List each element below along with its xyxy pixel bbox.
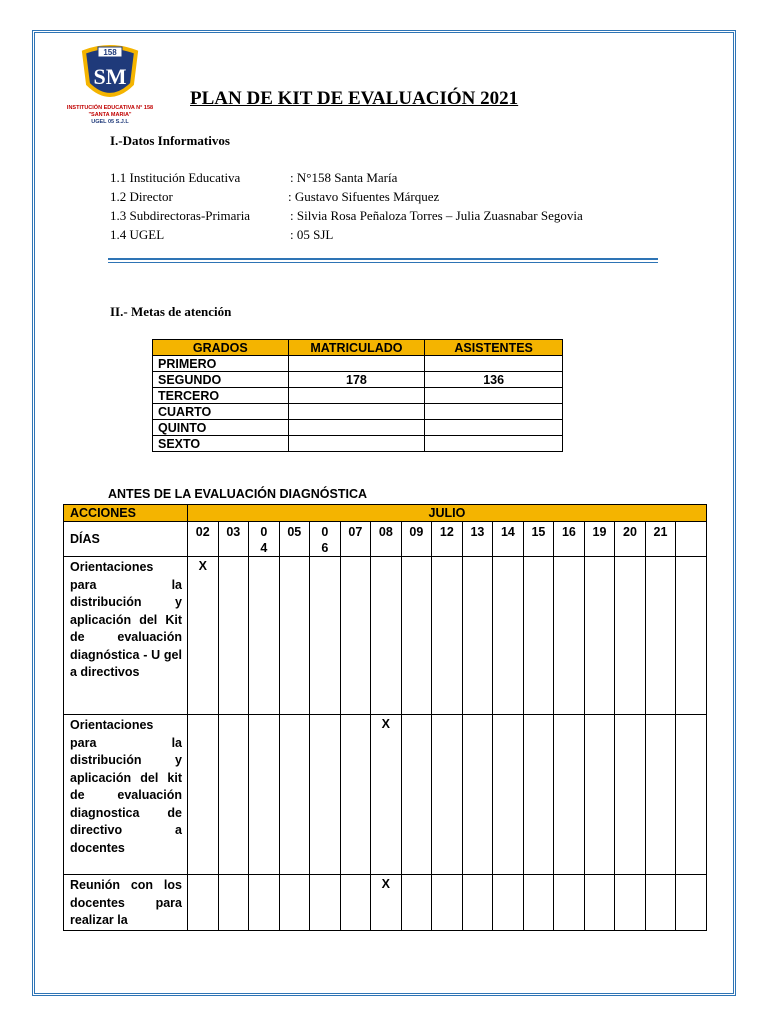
header-asistentes: ASISTENTES	[425, 340, 563, 356]
header-matriculado: MATRICULADO	[288, 340, 425, 356]
grado-cell: TERCERO	[153, 388, 289, 404]
table-header-row	[64, 505, 707, 522]
schedule-cell	[432, 715, 463, 875]
header-acciones: ACCIONES	[64, 505, 188, 522]
grado-cell: PRIMERO	[153, 356, 289, 372]
schedule-cell	[462, 875, 493, 931]
schedule-cell	[615, 715, 646, 875]
info-label: 1.3 Subdirectoras-Primaria	[110, 208, 251, 223]
schedule-cell	[188, 875, 219, 931]
schedule-cell	[584, 715, 615, 875]
day-cell	[676, 522, 707, 557]
schedule-cell	[493, 875, 524, 931]
day-cell: 0 6	[310, 522, 341, 557]
day-cell: 19	[584, 522, 615, 557]
header-month: JULIO	[188, 505, 707, 522]
schedule-cell	[554, 715, 585, 875]
logo-caption-line3: UGEL 05 S.J.L	[91, 119, 129, 125]
matriculado-cell	[288, 404, 425, 420]
schedule-cell	[645, 557, 676, 715]
day-cell: 05	[279, 522, 310, 557]
schedule-cell	[645, 715, 676, 875]
schedule-cell	[340, 557, 371, 715]
schedule-cell	[493, 557, 524, 715]
days-row	[64, 522, 707, 557]
info-value: : Gustavo Sifuentes Márquez	[288, 189, 440, 204]
schedule-cell	[615, 557, 646, 715]
svg-text:SM: SM	[93, 64, 127, 89]
logo-caption-line1: INSTITUCIÓN EDUCATIVA N° 158	[66, 105, 154, 111]
table-row	[153, 388, 563, 404]
schedule-cell	[462, 715, 493, 875]
schedule-cell	[340, 715, 371, 875]
section2-heading: II.- Metas de atención	[110, 304, 232, 319]
day-cell: 09	[401, 522, 432, 557]
table-row	[153, 436, 563, 452]
action-text: Orientaciones para la distribución y aplicación del Kit de evaluación diagnóstica - U gel a directivos	[64, 557, 188, 715]
action-row	[64, 875, 707, 931]
schedule-cell	[493, 715, 524, 875]
divider-line	[108, 262, 658, 263]
day-cell: 15	[523, 522, 554, 557]
schedule-cell	[218, 715, 249, 875]
asistentes-cell: 136	[425, 372, 563, 388]
schedule-cell	[554, 557, 585, 715]
day-cell: 14	[493, 522, 524, 557]
header-grados: GRADOS	[153, 340, 289, 356]
schedule-cell	[523, 557, 554, 715]
schedule-cell	[310, 557, 341, 715]
info-label: 1.4 UGEL	[110, 227, 165, 242]
schedule-cell	[523, 875, 554, 931]
schedule-cell	[676, 715, 707, 875]
logo-caption-line2: "SANTA MARIA"	[88, 112, 132, 118]
schedule-cell	[676, 875, 707, 931]
section3-heading: ANTES DE LA EVALUACIÓN DIAGNÓSTICA	[108, 487, 368, 501]
schedule-cell	[249, 715, 280, 875]
matriculado-cell: 178	[288, 372, 425, 388]
day-cell: 02	[188, 522, 219, 557]
info-label: 1.1 Institución Educativa	[110, 170, 241, 185]
schedule-cell	[523, 715, 554, 875]
day-cell: 08	[371, 522, 402, 557]
matriculado-cell	[288, 420, 425, 436]
action-row	[64, 557, 707, 715]
logo-caption	[60, 105, 160, 126]
info-value: : N°158 Santa María	[290, 170, 398, 185]
page-title: PLAN DE KIT DE EVALUACIÓN 2021	[190, 88, 519, 109]
schedule-cell: X	[188, 557, 219, 715]
matriculado-cell	[288, 388, 425, 404]
schedule-cell: X	[371, 875, 402, 931]
day-cell: 21	[645, 522, 676, 557]
schedule-cell	[401, 875, 432, 931]
school-crest-logo	[62, 44, 158, 106]
schedule-table	[63, 504, 707, 931]
asistentes-cell	[425, 404, 563, 420]
schedule-cell	[401, 557, 432, 715]
action-text: Orientaciones para la distribución y aplicación del kit de evaluación diagnostica de directivo a docentes	[64, 715, 188, 875]
schedule-cell	[279, 875, 310, 931]
table-row	[153, 356, 563, 372]
schedule-cell	[279, 715, 310, 875]
schedule-cell	[432, 557, 463, 715]
schedule-cell	[554, 875, 585, 931]
matriculado-cell	[288, 436, 425, 452]
info-label: 1.2 Director	[110, 189, 173, 204]
schedule-cell	[249, 557, 280, 715]
schedule-cell	[218, 557, 249, 715]
grado-cell: CUARTO	[153, 404, 289, 420]
schedule-cell	[188, 715, 219, 875]
schedule-cell	[371, 557, 402, 715]
day-cell: 07	[340, 522, 371, 557]
grado-cell: SEXTO	[153, 436, 289, 452]
info-value: : Silvia Rosa Peñaloza Torres – Julia Zuasnabar Segovia	[290, 208, 583, 223]
schedule-cell	[615, 875, 646, 931]
asistentes-cell	[425, 388, 563, 404]
divider-line	[108, 258, 658, 260]
section1-heading: I.-Datos Informativos	[110, 133, 230, 148]
metas-table	[152, 339, 563, 452]
schedule-cell	[249, 875, 280, 931]
table-row	[153, 420, 563, 436]
dias-label: DÍAS	[64, 522, 188, 557]
matriculado-cell	[288, 356, 425, 372]
schedule-cell	[310, 715, 341, 875]
schedule-cell	[310, 875, 341, 931]
schedule-cell	[676, 557, 707, 715]
schedule-cell	[645, 875, 676, 931]
action-row	[64, 715, 707, 875]
asistentes-cell	[425, 420, 563, 436]
table-row	[153, 404, 563, 420]
action-text: Reunión con los docentes para realizar la	[64, 875, 188, 931]
table-header-row	[153, 340, 563, 356]
schedule-cell	[432, 875, 463, 931]
day-cell: 20	[615, 522, 646, 557]
day-cell: 03	[218, 522, 249, 557]
asistentes-cell	[425, 436, 563, 452]
schedule-cell: X	[371, 715, 402, 875]
day-cell: 13	[462, 522, 493, 557]
day-cell: 12	[432, 522, 463, 557]
grado-cell: SEGUNDO	[153, 372, 289, 388]
grado-cell: QUINTO	[153, 420, 289, 436]
info-value: : 05 SJL	[290, 227, 334, 242]
table-row	[153, 372, 563, 388]
asistentes-cell	[425, 356, 563, 372]
schedule-cell	[340, 875, 371, 931]
svg-text:158: 158	[103, 48, 117, 57]
schedule-cell	[584, 557, 615, 715]
schedule-cell	[401, 715, 432, 875]
schedule-cell	[462, 557, 493, 715]
day-cell: 0 4	[249, 522, 280, 557]
schedule-cell	[584, 875, 615, 931]
schedule-cell	[279, 557, 310, 715]
day-cell: 16	[554, 522, 585, 557]
schedule-cell	[218, 875, 249, 931]
